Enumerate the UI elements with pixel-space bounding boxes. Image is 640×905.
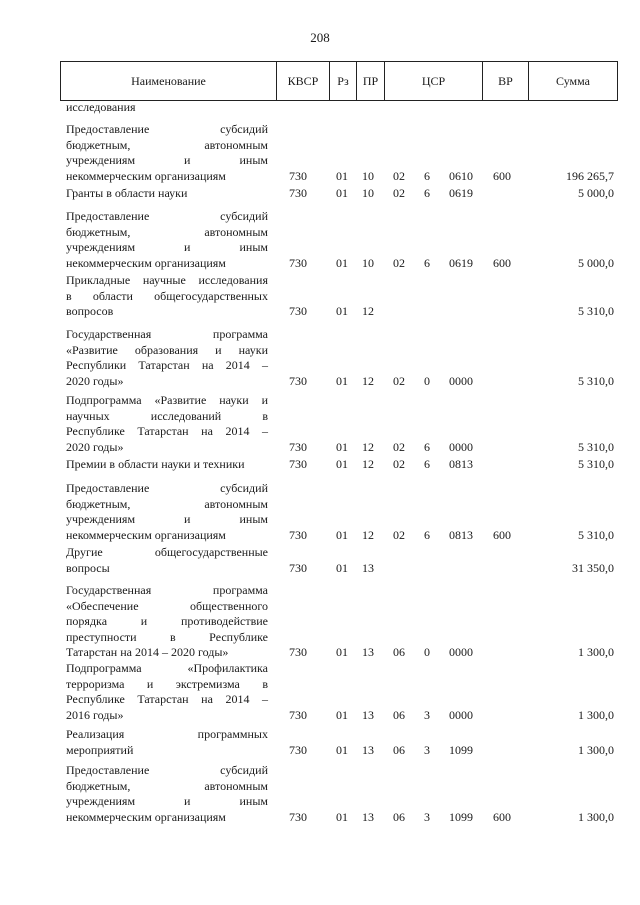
name-line: некоммерческим организациям <box>66 809 226 824</box>
cell-c1: 06 <box>393 645 405 659</box>
row-name <box>66 457 268 473</box>
cell-c3: 0619 <box>449 255 473 270</box>
cell-kvsr: 730 <box>289 373 307 388</box>
name-line: 2020 годы» <box>66 373 124 388</box>
name-line: Государственная программа <box>66 327 268 341</box>
cell-sum: 1 300,0 <box>578 707 614 722</box>
row-name <box>66 545 268 576</box>
cell-sum: 1 300,0 <box>578 809 614 824</box>
cell-c3: 0619 <box>449 186 473 200</box>
cell-rz: 01 <box>336 304 348 318</box>
continuation-row <box>0 100 640 116</box>
table-row <box>0 545 640 576</box>
cell-c1: 02 <box>393 527 405 542</box>
name-line: терроризма и экстремизма в <box>66 676 268 691</box>
cell-vr: 600 <box>493 527 511 542</box>
name-line: учреждениям и иным <box>66 240 268 254</box>
header-rz: Рз <box>330 62 357 100</box>
cell-pr: 10 <box>362 255 374 270</box>
name-line: Гранты в области науки <box>66 186 188 200</box>
name-line: научных исследований в <box>66 408 268 423</box>
cell-sum: 196 265,7 <box>566 168 614 183</box>
cell-c3: 0813 <box>449 527 473 542</box>
cell-vr: 600 <box>493 809 511 824</box>
cell-sum: 5 310,0 <box>578 373 614 388</box>
cell-c3: 0000 <box>449 373 473 388</box>
name-line: «Обеспечение общественного <box>66 598 268 613</box>
name-line: некоммерческим организациям <box>66 527 226 542</box>
name-line: Предоставление субсидий <box>66 481 268 495</box>
row-name <box>66 327 268 389</box>
name-line: учреждениям и иным <box>66 794 268 808</box>
name-line: порядка и противодействие <box>66 614 268 628</box>
cell-kvsr: 730 <box>289 304 307 318</box>
cell-c1: 02 <box>393 255 405 270</box>
cell-sum: 1 300,0 <box>578 645 614 659</box>
cell-rz: 01 <box>336 645 348 659</box>
cell-kvsr: 730 <box>289 527 307 542</box>
cell-rz: 01 <box>336 373 348 388</box>
row-name <box>66 186 268 202</box>
cell-kvsr: 730 <box>289 186 307 200</box>
cell-c3: 1099 <box>449 809 473 824</box>
row-name <box>66 100 268 116</box>
name-line: вопросы <box>66 560 110 575</box>
name-line: Республике Татарстан на 2014 – <box>66 424 268 438</box>
name-line: Предоставление субсидий <box>66 209 268 223</box>
cell-c1: 06 <box>393 809 405 824</box>
cell-kvsr: 730 <box>289 560 307 575</box>
cell-pr: 13 <box>362 707 374 722</box>
table-row <box>0 457 640 473</box>
cell-c2: 6 <box>424 168 430 183</box>
table-row <box>0 727 640 758</box>
row-name <box>66 273 268 320</box>
cell-rz: 01 <box>336 527 348 542</box>
cell-pr: 12 <box>362 373 374 388</box>
cell-pr: 12 <box>362 527 374 542</box>
cell-pr: 13 <box>362 742 374 757</box>
cell-kvsr: 730 <box>289 168 307 183</box>
cell-vr: 600 <box>493 255 511 270</box>
cell-sum: 5 310,0 <box>578 304 614 318</box>
cell-sum: 5 000,0 <box>578 255 614 270</box>
cell-c2: 3 <box>424 707 430 722</box>
cell-rz: 01 <box>336 457 348 471</box>
cell-kvsr: 730 <box>289 645 307 659</box>
name-line: мероприятий <box>66 742 134 757</box>
page-number: 208 <box>310 30 330 45</box>
name-line: Республике Татарстан на 2014 – <box>66 692 268 706</box>
name-line: 2020 годы» <box>66 439 124 454</box>
name-line: Другие общегосударственные <box>66 545 268 559</box>
row-name <box>66 209 268 271</box>
table-header <box>60 61 618 101</box>
cell-c1: 02 <box>393 186 405 200</box>
header-kvsr: КВСР <box>277 62 330 100</box>
name-line: в области общегосударственных <box>66 288 268 303</box>
cell-kvsr: 730 <box>289 439 307 454</box>
cell-pr: 13 <box>362 809 374 824</box>
cell-vr: 600 <box>493 168 511 183</box>
name-line: Республики Татарстан на 2014 – <box>66 358 268 372</box>
cell-sum: 5 310,0 <box>578 457 614 471</box>
cell-c2: 3 <box>424 809 430 824</box>
cell-pr: 10 <box>362 186 374 200</box>
name-line: бюджетным, автономным <box>66 778 268 793</box>
name-line: бюджетным, автономным <box>66 137 268 152</box>
cell-c3: 0813 <box>449 457 473 471</box>
row-name <box>66 661 268 723</box>
table-row <box>0 481 640 543</box>
cell-c2: 6 <box>424 255 430 270</box>
table-row <box>0 273 640 320</box>
header-csr: ЦСР <box>385 62 483 100</box>
cell-c1: 02 <box>393 373 405 388</box>
cell-c2: 6 <box>424 457 430 471</box>
cell-c2: 3 <box>424 742 430 757</box>
cell-kvsr: 730 <box>289 707 307 722</box>
cell-sum: 5 310,0 <box>578 439 614 454</box>
table-row <box>0 393 640 455</box>
cell-pr: 13 <box>362 560 374 575</box>
cell-rz: 01 <box>336 255 348 270</box>
cell-c3: 1099 <box>449 742 473 757</box>
cell-pr: 13 <box>362 645 374 659</box>
cell-sum: 5 000,0 <box>578 186 614 200</box>
cell-sum: 31 350,0 <box>572 560 614 575</box>
cell-c3: 0610 <box>449 168 473 183</box>
name-line: некоммерческим организациям <box>66 255 226 270</box>
name-line: бюджетным, автономным <box>66 496 268 511</box>
name-line: Предоставление субсидий <box>66 122 268 136</box>
cell-rz: 01 <box>336 742 348 757</box>
cell-rz: 01 <box>336 439 348 454</box>
name-line: некоммерческим организациям <box>66 168 226 183</box>
name-line: «Развитие образования и науки <box>66 342 268 357</box>
name-line: бюджетным, автономным <box>66 224 268 239</box>
cell-c1: 02 <box>393 439 405 454</box>
name-line: преступности в Республике <box>66 629 268 644</box>
row-name <box>66 763 268 825</box>
table-row <box>0 763 640 825</box>
cell-rz: 01 <box>336 168 348 183</box>
name-line: учреждениям и иным <box>66 512 268 526</box>
name-line: Подпрограмма «Развитие науки и <box>66 393 268 407</box>
cell-sum: 5 310,0 <box>578 527 614 542</box>
header-sum: Сумма <box>556 73 590 88</box>
header-pr: ПР <box>357 62 385 100</box>
table-row <box>0 186 640 202</box>
table-row <box>0 122 640 184</box>
name-line: Реализация программных <box>66 727 268 741</box>
name-line: Татарстан на 2014 – 2020 годы» <box>66 645 229 659</box>
name-line: Подпрограмма «Профилактика <box>66 661 268 675</box>
cell-rz: 01 <box>336 186 348 200</box>
header-vr: ВР <box>483 62 529 100</box>
header-name: Наименование <box>61 62 277 100</box>
row-name <box>66 393 268 455</box>
cell-c1: 02 <box>393 457 405 471</box>
table-row <box>0 327 640 389</box>
cell-rz: 01 <box>336 809 348 824</box>
cell-pr: 10 <box>362 168 374 183</box>
cell-c1: 06 <box>393 707 405 722</box>
cell-c2: 0 <box>424 645 430 659</box>
cell-kvsr: 730 <box>289 457 307 471</box>
cell-c3: 0000 <box>449 645 473 659</box>
name-line: Премии в области науки и техники <box>66 457 245 471</box>
table-row <box>0 209 640 271</box>
cell-c1: 06 <box>393 742 405 757</box>
cell-c1: 02 <box>393 168 405 183</box>
name-line: исследования <box>66 100 136 114</box>
cell-kvsr: 730 <box>289 255 307 270</box>
name-line: Государственная программа <box>66 583 268 597</box>
cell-c2: 0 <box>424 373 430 388</box>
row-name <box>66 481 268 543</box>
cell-rz: 01 <box>336 560 348 575</box>
cell-c2: 6 <box>424 439 430 454</box>
cell-c3: 0000 <box>449 439 473 454</box>
row-name <box>66 727 268 758</box>
table-row <box>0 661 640 723</box>
row-name <box>66 122 268 184</box>
table-row <box>0 583 640 661</box>
cell-sum: 1 300,0 <box>578 742 614 757</box>
name-line: 2016 годы» <box>66 707 124 722</box>
cell-c2: 6 <box>424 527 430 542</box>
cell-c2: 6 <box>424 186 430 200</box>
cell-c3: 0000 <box>449 707 473 722</box>
name-line: Прикладные научные исследования <box>66 273 268 287</box>
cell-kvsr: 730 <box>289 742 307 757</box>
cell-kvsr: 730 <box>289 809 307 824</box>
row-name <box>66 583 268 661</box>
name-line: Предоставление субсидий <box>66 763 268 777</box>
cell-pr: 12 <box>362 304 374 318</box>
name-line: вопросов <box>66 304 114 318</box>
cell-pr: 12 <box>362 439 374 454</box>
cell-rz: 01 <box>336 707 348 722</box>
cell-pr: 12 <box>362 457 374 471</box>
name-line: учреждениям и иным <box>66 153 268 167</box>
